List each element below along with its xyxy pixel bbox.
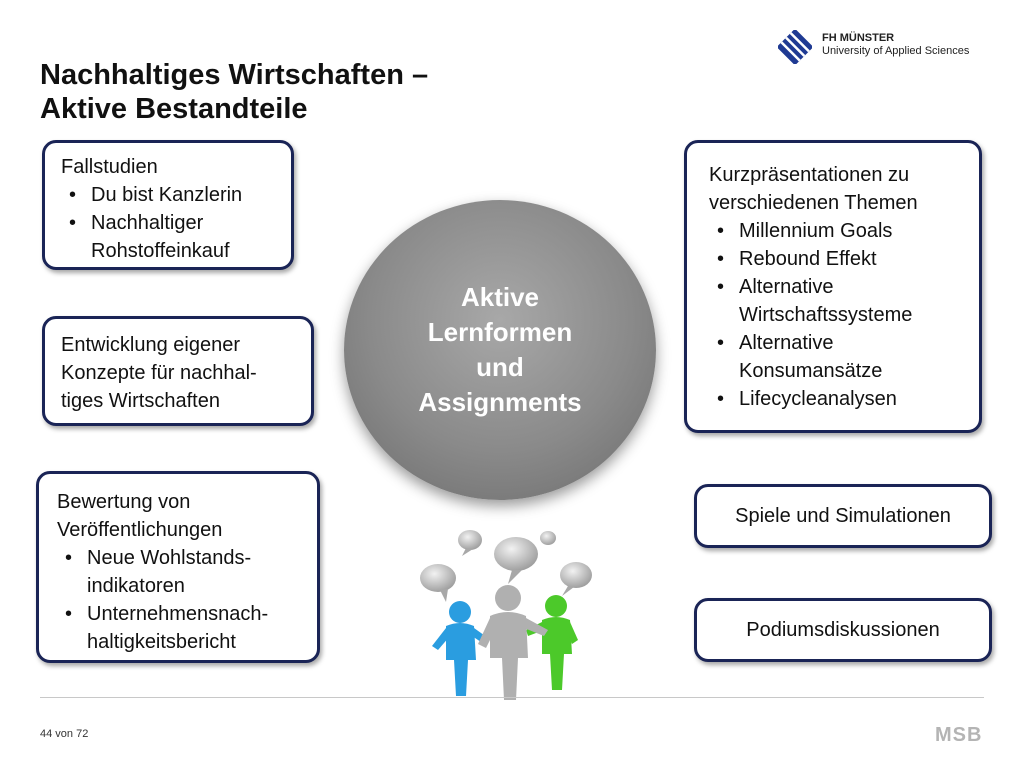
fh-muenster-logo-icon bbox=[778, 30, 812, 64]
text-line: Konzepte für nachhal- bbox=[61, 362, 257, 384]
box-text: Podiumsdiskussionen bbox=[746, 619, 940, 641]
heading-line: verschiedenen Themen bbox=[709, 192, 918, 214]
speech-bubble-icon bbox=[458, 530, 482, 556]
people-discussion-illustration bbox=[418, 520, 598, 702]
box-kurzpraesentationen bbox=[684, 140, 982, 433]
list-item: • Neue Wohlstands-indikatoren bbox=[57, 544, 287, 600]
speech-bubble-icon bbox=[494, 537, 538, 584]
box-fallstudien bbox=[42, 140, 294, 270]
center-circle bbox=[344, 200, 656, 500]
title-line2: Aktive Bestandteile bbox=[40, 93, 308, 125]
logo-line2: University of Applied Sciences bbox=[822, 45, 970, 57]
text-line: tiges Wirtschaften bbox=[61, 390, 220, 412]
grey-person-icon bbox=[478, 585, 548, 700]
list-item: • Millennium Goals bbox=[709, 217, 969, 245]
center-line: Assignments bbox=[418, 387, 582, 417]
heading-line: Veröffentlichungen bbox=[57, 519, 223, 541]
text-line: Entwicklung eigener bbox=[61, 334, 240, 356]
heading-line: Bewertung von bbox=[57, 491, 191, 513]
speech-bubble-icon bbox=[540, 531, 556, 545]
box-spiele bbox=[694, 484, 992, 548]
list-item: • Du bist Kanzlerin bbox=[61, 181, 279, 209]
box-bewertung bbox=[36, 471, 320, 663]
page-number: 44 von 72 bbox=[40, 728, 89, 740]
footer-divider bbox=[40, 697, 984, 698]
list-item: • Rebound Effekt bbox=[709, 245, 969, 273]
list-item: • Lifecycleanalysen bbox=[709, 385, 969, 413]
list-item: • Nachhaltiger Rohstoffeinkauf bbox=[61, 209, 279, 265]
title-line1: Nachhaltiges Wirtschaften – bbox=[40, 59, 429, 91]
list-item: • Unternehmensnach-haltigkeitsbericht bbox=[57, 600, 297, 656]
center-line: Aktive bbox=[460, 282, 540, 312]
logo-line1: FH MÜNSTER bbox=[822, 32, 895, 44]
msb-brand: MSB bbox=[935, 724, 983, 746]
box-podiumsdiskussionen bbox=[694, 598, 992, 662]
slide-title bbox=[40, 58, 428, 126]
bullet-list bbox=[709, 217, 969, 413]
blue-person-icon bbox=[432, 601, 488, 696]
center-circle-text bbox=[390, 280, 610, 420]
heading-line: Kurzpräsentationen zu bbox=[709, 164, 910, 186]
speech-bubble-icon bbox=[420, 564, 456, 602]
center-line: Lernformen bbox=[427, 317, 573, 347]
speech-bubble-icon bbox=[560, 562, 592, 596]
logo-text bbox=[822, 32, 969, 58]
box-entwicklung bbox=[42, 316, 314, 426]
bullet-list bbox=[57, 544, 305, 656]
box-text: Spiele und Simulationen bbox=[735, 505, 951, 527]
center-line: und bbox=[476, 352, 524, 382]
bullet-list bbox=[61, 181, 279, 265]
box-heading: Fallstudien bbox=[61, 156, 158, 178]
list-item: • Alternative Wirtschaftssysteme bbox=[709, 273, 949, 329]
list-item: • Alternative Konsumansätze bbox=[709, 329, 939, 385]
green-person-icon bbox=[526, 595, 578, 690]
